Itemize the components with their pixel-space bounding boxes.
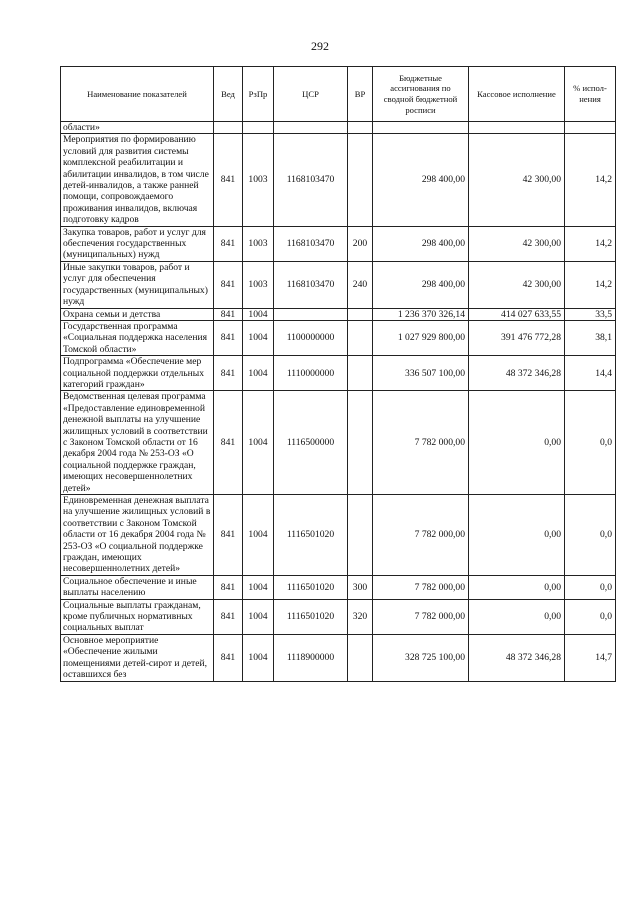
cell-cash: 42 300,00: [469, 134, 565, 226]
cell-ved: 841: [214, 391, 243, 495]
cell-rzpr: 1003: [243, 134, 274, 226]
cell-cash: [469, 122, 565, 134]
header-csr: ЦСР: [274, 67, 348, 122]
cell-csr: 1110000000: [274, 356, 348, 391]
cell-rzpr: [243, 122, 274, 134]
cell-vr: 240: [348, 261, 373, 308]
cell-vr: 300: [348, 575, 373, 599]
cell-pct: 33,5: [565, 308, 616, 320]
table-row: [61, 356, 616, 391]
cell-csr: 1168103470: [274, 134, 348, 226]
cell-vr: [348, 134, 373, 226]
cell-vr: [348, 356, 373, 391]
cell-pct: 14,2: [565, 134, 616, 226]
table-row: [61, 122, 616, 134]
cell-pct: 0,0: [565, 575, 616, 599]
cell-vr: 320: [348, 599, 373, 634]
cell-cash: 48 372 346,28: [469, 356, 565, 391]
cell-vr: [348, 391, 373, 495]
cell-ved: 841: [214, 261, 243, 308]
cell-csr: [274, 122, 348, 134]
cell-cash: 42 300,00: [469, 226, 565, 261]
cell-pct: [565, 122, 616, 134]
cell-budget: 7 782 000,00: [373, 599, 469, 634]
header-ved: Вед: [214, 67, 243, 122]
cell-rzpr: 1003: [243, 261, 274, 308]
header-name: Наименование показателей: [61, 67, 214, 122]
cell-rzpr: 1004: [243, 308, 274, 320]
cell-vr: [348, 308, 373, 320]
cell-cash: 0,00: [469, 391, 565, 495]
header-budget: Бюджетные ассигнования по сводной бюджетной росписи: [373, 67, 469, 122]
cell-name: области»: [61, 122, 214, 134]
cell-cash: 0,00: [469, 575, 565, 599]
cell-pct: 14,2: [565, 226, 616, 261]
cell-csr: [274, 308, 348, 320]
cell-ved: 841: [214, 575, 243, 599]
cell-budget: 7 782 000,00: [373, 575, 469, 599]
cell-rzpr: 1004: [243, 320, 274, 355]
cell-csr: 1116500000: [274, 391, 348, 495]
cell-name: Мероприятия по формированию условий для развития системы комплексной реабилитации и абилитации инвалидов, в том числе детей-инвалидов, а также ранней помощи, сопровождаемого проживания инвалидов, включая подготовку кадров: [61, 134, 214, 226]
table-row: [61, 634, 616, 681]
cell-csr: 1116501020: [274, 599, 348, 634]
table-header-row: [61, 67, 616, 122]
cell-budget: 328 725 100,00: [373, 634, 469, 681]
cell-csr: 1118900000: [274, 634, 348, 681]
cell-name: Основное мероприятие «Обеспечение жилыми помещениями детей-сирот и детей, оставшихся без: [61, 634, 214, 681]
table-row: [61, 308, 616, 320]
table-row: [61, 320, 616, 355]
cell-vr: [348, 634, 373, 681]
table-row: [61, 261, 616, 308]
table-row: [61, 495, 616, 576]
cell-cash: 0,00: [469, 599, 565, 634]
cell-pct: 38,1: [565, 320, 616, 355]
cell-pct: 0,0: [565, 391, 616, 495]
cell-name: Социальные выплаты гражданам, кроме публичных нормативных социальных выплат: [61, 599, 214, 634]
cell-name: Государственная программа «Социальная поддержка населения Томской области»: [61, 320, 214, 355]
cell-pct: 0,0: [565, 599, 616, 634]
cell-name: Охрана семьи и детства: [61, 308, 214, 320]
cell-rzpr: 1004: [243, 391, 274, 495]
cell-vr: [348, 122, 373, 134]
cell-rzpr: 1004: [243, 575, 274, 599]
cell-name: Единовременная денежная выплата на улучшение жилищных условий в соответствии с Законом Томской области от 16 декабря 2004 года № 253-ОЗ «О социальной поддержке граждан, имеющих несовершеннолетних детей»: [61, 495, 214, 576]
cell-rzpr: 1004: [243, 599, 274, 634]
cell-csr: 1116501020: [274, 495, 348, 576]
table-row: [61, 599, 616, 634]
cell-budget: 7 782 000,00: [373, 495, 469, 576]
table-row: [61, 134, 616, 226]
budget-execution-table: [60, 66, 616, 682]
cell-name: Ведомственная целевая программа «Предоставление единовременной денежной выплаты на улучшение жилищных условий в соответствии с Законом Томской области от 16 декабря 2004 года № 253-ОЗ «О социальной поддержке граждан, имеющих несовершеннолетних детей»: [61, 391, 214, 495]
cell-ved: 841: [214, 320, 243, 355]
cell-name: Закупка товаров, работ и услуг для обеспечения государственных (муниципальных) нужд: [61, 226, 214, 261]
cell-vr: 200: [348, 226, 373, 261]
cell-csr: 1116501020: [274, 575, 348, 599]
cell-pct: 14,4: [565, 356, 616, 391]
header-pct: % испол-нения: [565, 67, 616, 122]
cell-cash: 42 300,00: [469, 261, 565, 308]
cell-ved: 841: [214, 599, 243, 634]
cell-csr: 1100000000: [274, 320, 348, 355]
table-row: [61, 575, 616, 599]
cell-ved: 841: [214, 134, 243, 226]
cell-pct: 14,7: [565, 634, 616, 681]
cell-vr: [348, 320, 373, 355]
cell-csr: 1168103470: [274, 226, 348, 261]
cell-budget: [373, 122, 469, 134]
cell-rzpr: 1004: [243, 356, 274, 391]
cell-cash: 391 476 772,28: [469, 320, 565, 355]
cell-budget: 298 400,00: [373, 134, 469, 226]
cell-ved: 841: [214, 495, 243, 576]
cell-budget: 1 027 929 800,00: [373, 320, 469, 355]
cell-vr: [348, 495, 373, 576]
header-vr: ВР: [348, 67, 373, 122]
cell-cash: 0,00: [469, 495, 565, 576]
cell-pct: 14,2: [565, 261, 616, 308]
cell-budget: 1 236 370 326,14: [373, 308, 469, 320]
cell-cash: 48 372 346,28: [469, 634, 565, 681]
cell-rzpr: 1004: [243, 495, 274, 576]
cell-budget: 298 400,00: [373, 261, 469, 308]
table-row: [61, 391, 616, 495]
cell-budget: 7 782 000,00: [373, 391, 469, 495]
table-body: [61, 122, 616, 682]
cell-csr: 1168103470: [274, 261, 348, 308]
cell-ved: 841: [214, 308, 243, 320]
table-row: [61, 226, 616, 261]
cell-cash: 414 027 633,55: [469, 308, 565, 320]
header-cash: Кассовое исполнение: [469, 67, 565, 122]
cell-budget: 298 400,00: [373, 226, 469, 261]
page-number: 292: [311, 39, 329, 53]
cell-budget: 336 507 100,00: [373, 356, 469, 391]
cell-ved: 841: [214, 356, 243, 391]
cell-name: Подпрограмма «Обеспечение мер социальной поддержки отдельных категорий граждан»: [61, 356, 214, 391]
cell-ved: 841: [214, 634, 243, 681]
cell-ved: [214, 122, 243, 134]
cell-ved: 841: [214, 226, 243, 261]
cell-pct: 0,0: [565, 495, 616, 576]
cell-rzpr: 1003: [243, 226, 274, 261]
cell-name: Иные закупки товаров, работ и услуг для обеспечения государственных (муниципальных) нужд: [61, 261, 214, 308]
cell-name: Социальное обеспечение и иные выплаты населению: [61, 575, 214, 599]
cell-rzpr: 1004: [243, 634, 274, 681]
header-rzpr: РзПр: [243, 67, 274, 122]
